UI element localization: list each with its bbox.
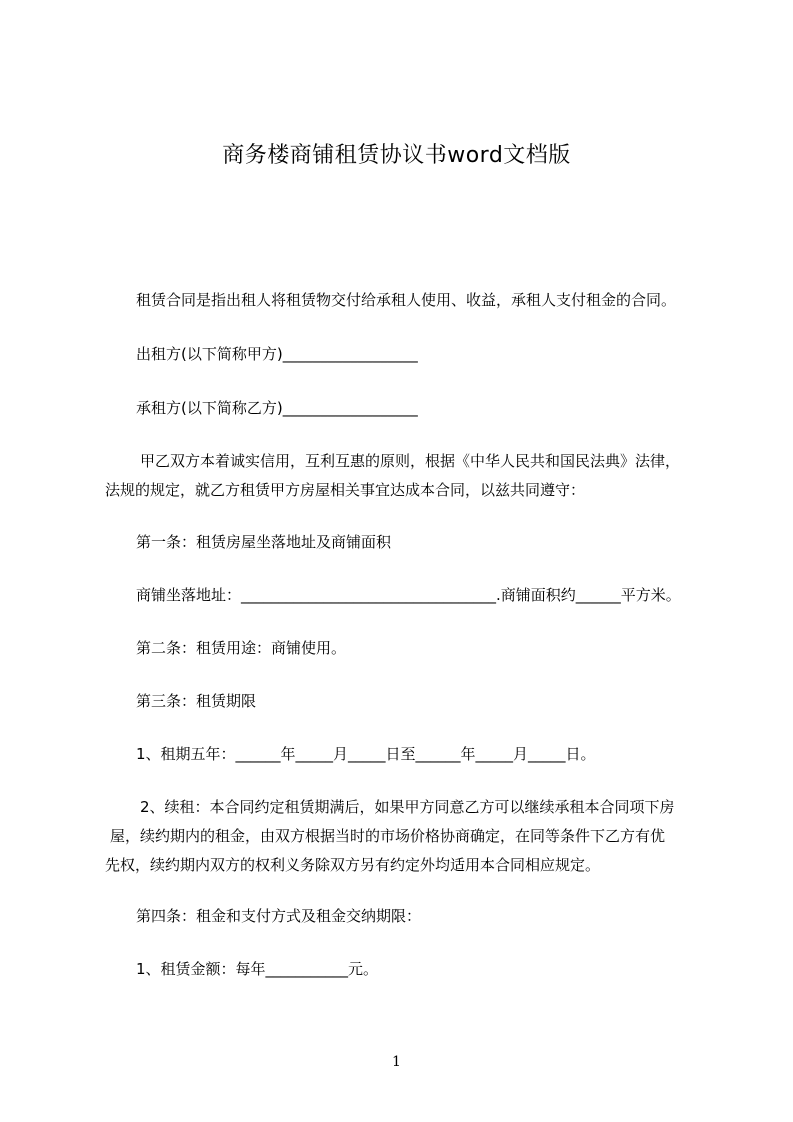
principle-paragraph-line-1: 甲乙双方本着诚实信用，互利互惠的原则，根据《中华人民共和国民法典》法律， <box>140 452 681 470</box>
article-3-renewal-line-1: 2、续租：本合同约定租赁期满后，如果甲方同意乙方可以继续承租本合同项下房 <box>140 798 675 816</box>
principle-paragraph-line-2: 法规的规定，就乙方租赁甲方房屋相关事宜达成本合同，以兹共同遵守： <box>105 481 586 499</box>
article-3-term-field: 1、租期五年：______年_____月_____日至______年_____月_____日。 <box>136 745 596 763</box>
lessor-field: 出租方(以下简称甲方)__________________ <box>136 345 418 363</box>
article-1-address-field: 商铺坐落地址：__________________________________.商铺面积约______平方米。 <box>136 586 681 604</box>
article-3-renewal-line-3: 先权，续约期内双方的权利义务除双方另有约定外均适用本合同相应规定。 <box>105 856 601 874</box>
article-3-renewal-line-2: 屋，续约期内的租金，由双方根据当时的市场价格协商确定，在同等条件下乙方有优 <box>110 827 666 845</box>
page-number: 1 <box>392 1054 401 1070</box>
article-4-amount-field: 1、租赁金额：每年___________元。 <box>136 960 379 978</box>
article-2: 第二条：租赁用途：商铺使用。 <box>136 639 347 657</box>
article-1-heading: 第一条：租赁房屋坐落地址及商铺面积 <box>136 533 392 551</box>
document-title: 商务楼商铺租赁协议书word文档版 <box>222 143 571 168</box>
intro-paragraph: 租赁合同是指出租人将租赁物交付给承租人使用、收益，承租人支付租金的合同。 <box>136 291 677 309</box>
article-4-heading: 第四条：租金和支付方式及租金交纳期限： <box>136 907 422 925</box>
article-3-heading: 第三条：租赁期限 <box>136 692 257 710</box>
lessee-field: 承租方(以下简称乙方)__________________ <box>136 399 418 417</box>
